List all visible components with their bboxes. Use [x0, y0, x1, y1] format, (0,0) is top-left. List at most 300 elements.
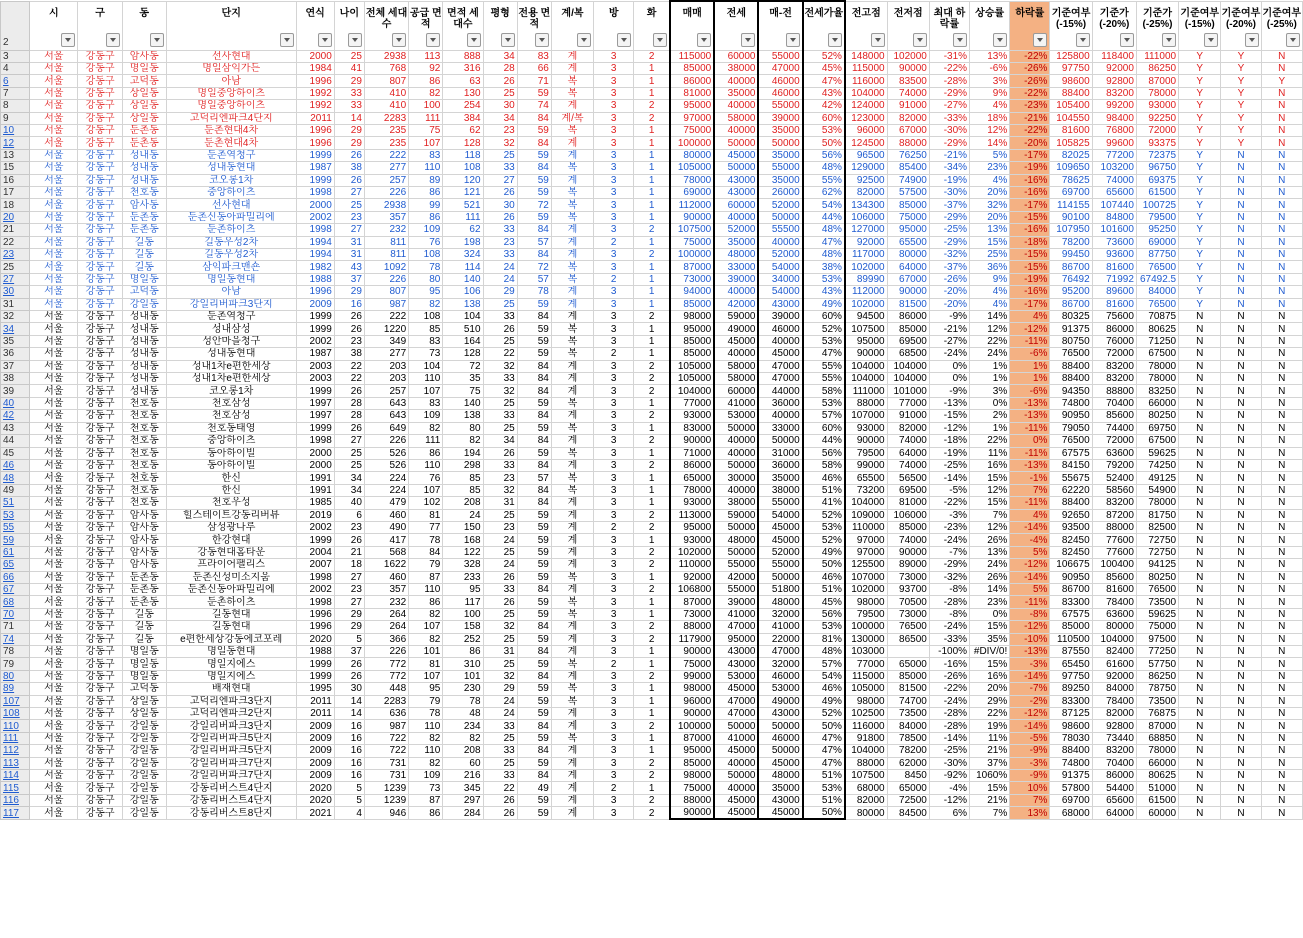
cell-drop[interactable]: -17% — [1010, 199, 1050, 211]
cell-high[interactable]: 107000 — [845, 410, 887, 422]
cell-total_hh[interactable]: 987 — [364, 298, 408, 310]
cell-chk20[interactable]: N — [1221, 435, 1261, 447]
cell-chk15[interactable]: N — [1179, 658, 1221, 670]
filter-dropdown-button[interactable] — [828, 33, 842, 47]
cell-base20[interactable]: 65600 — [1092, 794, 1136, 806]
cell-gu[interactable]: 강동구 — [78, 286, 122, 298]
cell-jeonse[interactable]: 39000 — [714, 596, 758, 608]
cell-base20[interactable]: 76000 — [1092, 335, 1136, 347]
filter-dropdown-button[interactable] — [1162, 33, 1176, 47]
cell-jeonse[interactable]: 48000 — [714, 249, 758, 261]
row-number[interactable]: 42 — [1, 410, 30, 422]
cell-total_hh[interactable]: 811 — [364, 249, 408, 261]
cell-maxdrop[interactable]: -25% — [929, 459, 969, 471]
cell-dong[interactable]: 성내동 — [122, 373, 166, 385]
cell-area_hh[interactable]: 108 — [443, 162, 483, 174]
cell-gu[interactable]: 강동구 — [78, 484, 122, 496]
cell-rise[interactable]: 22% — [970, 435, 1010, 447]
cell-gap[interactable]: 46000 — [758, 87, 802, 99]
cell-gap[interactable]: 45000 — [758, 521, 802, 533]
cell-gap[interactable]: 50000 — [758, 435, 802, 447]
cell-room[interactable]: 3 — [594, 373, 634, 385]
cell-chk25[interactable]: N — [1261, 87, 1302, 99]
cell-maxdrop[interactable]: 6% — [929, 807, 969, 820]
cell-chk20[interactable]: N — [1221, 174, 1261, 186]
cell-room[interactable]: 3 — [594, 497, 634, 509]
cell-base25[interactable]: 71250 — [1136, 335, 1178, 347]
cell-high[interactable]: 88000 — [845, 757, 887, 769]
cell-maxdrop[interactable]: -37% — [929, 199, 969, 211]
cell-dong[interactable]: 강일동 — [122, 298, 166, 310]
cell-room[interactable]: 2 — [594, 273, 634, 285]
cell-chk25[interactable]: Y — [1261, 75, 1302, 87]
cell-base15[interactable]: 93500 — [1050, 521, 1092, 533]
cell-chk15[interactable]: N — [1179, 534, 1221, 546]
cell-chk20[interactable]: N — [1221, 348, 1261, 360]
cell-base20[interactable]: 92000 — [1092, 62, 1136, 74]
cell-supply[interactable]: 104 — [409, 360, 443, 372]
cell-supply[interactable]: 111 — [409, 112, 443, 124]
cell-year[interactable]: 2000 — [296, 459, 334, 471]
cell-base15[interactable]: 55675 — [1050, 472, 1092, 484]
filter-dropdown-button[interactable] — [1245, 33, 1259, 47]
cell-maxdrop[interactable]: -24% — [929, 621, 969, 633]
cell-excl[interactable]: 59 — [517, 447, 551, 459]
cell-age[interactable]: 14 — [334, 112, 364, 124]
cell-sale[interactable]: 65000 — [670, 472, 714, 484]
cell-pyeong[interactable]: 31 — [483, 646, 517, 658]
cell-bath[interactable]: 1 — [634, 186, 670, 198]
cell-jeonse[interactable]: 43000 — [714, 658, 758, 670]
cell-drop[interactable]: -21% — [1010, 112, 1050, 124]
row-number[interactable]: 25 — [1, 261, 30, 273]
row-number[interactable]: 6 — [1, 75, 30, 87]
cell-stair[interactable]: 복 — [551, 683, 593, 695]
cell-gap[interactable]: 55000 — [758, 50, 802, 62]
cell-chk20[interactable]: N — [1221, 373, 1261, 385]
cell-jeonse[interactable]: 50000 — [714, 720, 758, 732]
cell-gap[interactable]: 55000 — [758, 162, 802, 174]
cell-maxdrop[interactable]: -22% — [929, 683, 969, 695]
cell-dong[interactable]: 둔촌동 — [122, 137, 166, 149]
cell-chk15[interactable]: N — [1179, 695, 1221, 707]
cell-base20[interactable]: 73600 — [1092, 236, 1136, 248]
cell-year[interactable]: 1994 — [296, 249, 334, 261]
cell-age[interactable]: 26 — [334, 422, 364, 434]
cell-base20[interactable]: 81600 — [1092, 298, 1136, 310]
cell-dong[interactable]: 천호동 — [122, 459, 166, 471]
cell-jeonse[interactable]: 40000 — [714, 447, 758, 459]
cell-pyeong[interactable]: 32 — [483, 670, 517, 682]
cell-high[interactable]: 79500 — [845, 608, 887, 620]
cell-area_hh[interactable]: 128 — [443, 137, 483, 149]
cell-bath[interactable]: 1 — [634, 124, 670, 136]
cell-jeonse[interactable]: 45000 — [714, 807, 758, 820]
cell-sale[interactable]: 75000 — [670, 782, 714, 794]
cell-maxdrop[interactable]: -12% — [929, 422, 969, 434]
cell-si[interactable]: 서울 — [30, 273, 78, 285]
cell-danji[interactable]: 강동리버스트4단지 — [166, 794, 296, 806]
cell-dong[interactable]: 강일동 — [122, 720, 166, 732]
cell-si[interactable]: 서울 — [30, 385, 78, 397]
cell-danji[interactable]: 중앙하이츠 — [166, 186, 296, 198]
cell-maxdrop[interactable]: -31% — [929, 50, 969, 62]
cell-gap[interactable]: 43000 — [758, 708, 802, 720]
cell-dong[interactable]: 암사동 — [122, 199, 166, 211]
cell-chk15[interactable]: N — [1179, 571, 1221, 583]
cell-jeonse[interactable]: 60000 — [714, 385, 758, 397]
cell-dong[interactable]: 고덕동 — [122, 286, 166, 298]
cell-ratio[interactable]: 50% — [803, 807, 845, 820]
cell-base25[interactable]: 78000 — [1136, 87, 1178, 99]
cell-drop[interactable]: -13% — [1010, 410, 1050, 422]
cell-sale[interactable]: 98000 — [670, 311, 714, 323]
cell-base20[interactable]: 80000 — [1092, 621, 1136, 633]
cell-chk15[interactable]: Y — [1179, 211, 1221, 223]
filter-dropdown-button[interactable] — [426, 33, 440, 47]
cell-base25[interactable]: 72750 — [1136, 546, 1178, 558]
cell-chk20[interactable]: N — [1221, 794, 1261, 806]
cell-maxdrop[interactable]: -29% — [929, 137, 969, 149]
cell-chk15[interactable]: N — [1179, 732, 1221, 744]
cell-dong[interactable]: 둔촌동 — [122, 211, 166, 223]
cell-year[interactable]: 2003 — [296, 373, 334, 385]
cell-year[interactable]: 2011 — [296, 112, 334, 124]
cell-dong[interactable]: 강일동 — [122, 732, 166, 744]
cell-low[interactable]: 80000 — [887, 249, 929, 261]
cell-low[interactable]: 81000 — [887, 497, 929, 509]
cell-gap[interactable]: 53000 — [758, 683, 802, 695]
cell-total_hh[interactable]: 257 — [364, 385, 408, 397]
cell-base25[interactable]: 73500 — [1136, 695, 1178, 707]
cell-pyeong[interactable]: 24 — [483, 261, 517, 273]
cell-rise[interactable]: 9% — [970, 87, 1010, 99]
cell-base20[interactable]: 73440 — [1092, 732, 1136, 744]
cell-ratio[interactable]: 58% — [803, 385, 845, 397]
cell-year[interactable]: 2002 — [296, 335, 334, 347]
row-number[interactable]: 43 — [1, 422, 30, 434]
cell-si[interactable]: 서울 — [30, 422, 78, 434]
cell-chk20[interactable]: N — [1221, 720, 1261, 732]
cell-chk20[interactable]: N — [1221, 447, 1261, 459]
cell-drop[interactable]: -19% — [1010, 273, 1050, 285]
cell-room[interactable]: 3 — [594, 695, 634, 707]
cell-drop[interactable]: -16% — [1010, 186, 1050, 198]
cell-base25[interactable]: 86250 — [1136, 62, 1178, 74]
cell-chk15[interactable]: Y — [1179, 236, 1221, 248]
cell-room[interactable]: 3 — [594, 261, 634, 273]
cell-base15[interactable]: 82025 — [1050, 149, 1092, 161]
cell-total_hh[interactable]: 257 — [364, 174, 408, 186]
filter-dropdown-button[interactable] — [697, 33, 711, 47]
cell-base25[interactable]: 77250 — [1136, 646, 1178, 658]
cell-low[interactable]: 101000 — [887, 385, 929, 397]
cell-pyeong[interactable]: 22 — [483, 348, 517, 360]
cell-total_hh[interactable]: 479 — [364, 497, 408, 509]
cell-stair[interactable]: 계 — [551, 224, 593, 236]
row-number[interactable]: 89 — [1, 683, 30, 695]
cell-chk15[interactable]: N — [1179, 720, 1221, 732]
cell-total_hh[interactable]: 410 — [364, 100, 408, 112]
cell-excl[interactable]: 49 — [517, 782, 551, 794]
cell-stair[interactable]: 복 — [551, 571, 593, 583]
cell-gu[interactable]: 강동구 — [78, 174, 122, 186]
cell-base25[interactable]: 97500 — [1136, 633, 1178, 645]
cell-supply[interactable]: 82 — [409, 633, 443, 645]
cell-bath[interactable]: 1 — [634, 708, 670, 720]
cell-excl[interactable]: 72 — [517, 199, 551, 211]
cell-supply[interactable]: 101 — [409, 646, 443, 658]
cell-ratio[interactable]: 51% — [803, 583, 845, 595]
cell-gap[interactable]: 54000 — [758, 286, 802, 298]
cell-chk25[interactable]: N — [1261, 509, 1302, 521]
cell-age[interactable]: 34 — [334, 484, 364, 496]
cell-year[interactable]: 1998 — [296, 186, 334, 198]
cell-area_hh[interactable]: 297 — [443, 794, 483, 806]
cell-year[interactable]: 1999 — [296, 311, 334, 323]
cell-low[interactable]: 69500 — [887, 335, 929, 347]
cell-sale[interactable]: 80000 — [670, 149, 714, 161]
cell-jeonse[interactable]: 35000 — [714, 87, 758, 99]
cell-gap[interactable]: 52000 — [758, 546, 802, 558]
cell-gu[interactable]: 강동구 — [78, 770, 122, 782]
cell-si[interactable]: 서울 — [30, 261, 78, 273]
cell-dong[interactable]: 천호동 — [122, 484, 166, 496]
cell-ratio[interactable]: 46% — [803, 472, 845, 484]
cell-supply[interactable]: 81 — [409, 658, 443, 670]
cell-drop[interactable]: -23% — [1010, 100, 1050, 112]
cell-gap[interactable]: 26000 — [758, 186, 802, 198]
cell-pyeong[interactable]: 26 — [483, 807, 517, 820]
cell-ratio[interactable]: 58% — [803, 459, 845, 471]
cell-high[interactable]: 90000 — [845, 435, 887, 447]
cell-high[interactable]: 93000 — [845, 422, 887, 434]
cell-room[interactable]: 3 — [594, 149, 634, 161]
cell-room[interactable]: 3 — [594, 112, 634, 124]
cell-dong[interactable]: 성내동 — [122, 335, 166, 347]
cell-chk20[interactable]: Y — [1221, 137, 1261, 149]
cell-chk25[interactable]: N — [1261, 459, 1302, 471]
cell-room[interactable]: 3 — [594, 633, 634, 645]
cell-ratio[interactable]: 53% — [803, 273, 845, 285]
cell-pyeong[interactable]: 33 — [483, 583, 517, 595]
cell-si[interactable]: 서울 — [30, 373, 78, 385]
cell-year[interactable]: 2004 — [296, 546, 334, 558]
cell-base25[interactable]: 68850 — [1136, 732, 1178, 744]
cell-rise[interactable]: 2% — [970, 410, 1010, 422]
cell-total_hh[interactable]: 987 — [364, 720, 408, 732]
cell-gap[interactable]: 48000 — [758, 770, 802, 782]
cell-sale[interactable]: 85000 — [670, 757, 714, 769]
cell-chk25[interactable]: N — [1261, 745, 1302, 757]
cell-supply[interactable]: 100 — [409, 100, 443, 112]
cell-pyeong[interactable]: 25 — [483, 397, 517, 409]
cell-danji[interactable]: 한신 — [166, 484, 296, 496]
cell-total_hh[interactable]: 2938 — [364, 50, 408, 62]
cell-age[interactable]: 26 — [334, 385, 364, 397]
cell-bath[interactable]: 1 — [634, 745, 670, 757]
cell-si[interactable]: 서울 — [30, 794, 78, 806]
cell-chk20[interactable]: N — [1221, 311, 1261, 323]
cell-excl[interactable]: 59 — [517, 87, 551, 99]
cell-bath[interactable]: 1 — [634, 261, 670, 273]
cell-base15[interactable]: 65450 — [1050, 658, 1092, 670]
cell-low[interactable]: 82000 — [887, 112, 929, 124]
cell-excl[interactable]: 84 — [517, 410, 551, 422]
cell-danji[interactable]: 코오롱1차 — [166, 174, 296, 186]
cell-high[interactable]: 92500 — [845, 174, 887, 186]
cell-base20[interactable]: 77200 — [1092, 149, 1136, 161]
cell-bath[interactable]: 1 — [634, 348, 670, 360]
cell-danji[interactable]: 둔촌신동아파밀리에 — [166, 211, 296, 223]
cell-high[interactable]: 106000 — [845, 211, 887, 223]
cell-rise[interactable]: 20% — [970, 211, 1010, 223]
cell-chk20[interactable]: N — [1221, 658, 1261, 670]
cell-si[interactable]: 서울 — [30, 149, 78, 161]
cell-stair[interactable]: 복 — [551, 348, 593, 360]
cell-base20[interactable]: 61600 — [1092, 658, 1136, 670]
cell-area_hh[interactable]: 208 — [443, 745, 483, 757]
cell-drop[interactable]: -13% — [1010, 646, 1050, 658]
cell-excl[interactable]: 59 — [517, 608, 551, 620]
cell-supply[interactable]: 86 — [409, 186, 443, 198]
cell-rise[interactable]: 1% — [970, 422, 1010, 434]
filter-dropdown-button[interactable] — [741, 33, 755, 47]
cell-area_hh[interactable]: 82 — [443, 435, 483, 447]
filter-dropdown-button[interactable] — [653, 33, 667, 47]
cell-low[interactable]: 91000 — [887, 410, 929, 422]
cell-base25[interactable]: 72750 — [1136, 534, 1178, 546]
cell-chk20[interactable]: N — [1221, 695, 1261, 707]
cell-total_hh[interactable]: 222 — [364, 149, 408, 161]
cell-base15[interactable]: 95200 — [1050, 286, 1092, 298]
cell-dong[interactable]: 고덕동 — [122, 683, 166, 695]
cell-base20[interactable]: 92800 — [1092, 75, 1136, 87]
cell-rise[interactable]: 32% — [970, 199, 1010, 211]
cell-year[interactable]: 1999 — [296, 422, 334, 434]
cell-excl[interactable]: 59 — [517, 323, 551, 335]
cell-base15[interactable]: 114155 — [1050, 199, 1092, 211]
cell-pyeong[interactable]: 23 — [483, 236, 517, 248]
cell-chk20[interactable]: N — [1221, 211, 1261, 223]
cell-ratio[interactable]: 53% — [803, 521, 845, 533]
cell-maxdrop[interactable]: -7% — [929, 546, 969, 558]
cell-excl[interactable]: 84 — [517, 162, 551, 174]
cell-low[interactable]: 64000 — [887, 261, 929, 273]
cell-jeonse[interactable]: 43000 — [714, 646, 758, 658]
cell-base15[interactable]: 90100 — [1050, 211, 1092, 223]
cell-total_hh[interactable]: 235 — [364, 137, 408, 149]
cell-rise[interactable]: 36% — [970, 261, 1010, 273]
cell-si[interactable]: 서울 — [30, 484, 78, 496]
cell-chk15[interactable]: Y — [1179, 87, 1221, 99]
cell-gap[interactable]: 48000 — [758, 596, 802, 608]
row-number[interactable]: 61 — [1, 546, 30, 558]
cell-high[interactable]: 103000 — [845, 646, 887, 658]
cell-base20[interactable]: 77600 — [1092, 546, 1136, 558]
cell-danji[interactable]: 둔촌하이츠 — [166, 596, 296, 608]
row-number[interactable]: 34 — [1, 323, 30, 335]
cell-base20[interactable]: 74400 — [1092, 422, 1136, 434]
cell-gu[interactable]: 강동구 — [78, 273, 122, 285]
cell-high[interactable]: 148000 — [845, 50, 887, 62]
cell-ratio[interactable]: 55% — [803, 360, 845, 372]
cell-excl[interactable]: 84 — [517, 583, 551, 595]
cell-base25[interactable]: 59625 — [1136, 608, 1178, 620]
cell-excl[interactable]: 59 — [517, 683, 551, 695]
cell-room[interactable]: 3 — [594, 124, 634, 136]
cell-jeonse[interactable]: 40000 — [714, 124, 758, 136]
cell-bath[interactable]: 1 — [634, 646, 670, 658]
cell-maxdrop[interactable]: -27% — [929, 100, 969, 112]
cell-supply[interactable]: 82 — [409, 298, 443, 310]
cell-gu[interactable]: 강동구 — [78, 720, 122, 732]
cell-gu[interactable]: 강동구 — [78, 633, 122, 645]
cell-base25[interactable]: 61500 — [1136, 186, 1178, 198]
cell-maxdrop[interactable]: -14% — [929, 472, 969, 484]
cell-high[interactable]: 68000 — [845, 782, 887, 794]
cell-year[interactable]: 1996 — [296, 608, 334, 620]
cell-gu[interactable]: 강동구 — [78, 459, 122, 471]
row-number[interactable]: 46 — [1, 459, 30, 471]
cell-room[interactable]: 3 — [594, 745, 634, 757]
cell-gap[interactable]: 47000 — [758, 646, 802, 658]
cell-total_hh[interactable]: 357 — [364, 211, 408, 223]
cell-bath[interactable]: 1 — [634, 211, 670, 223]
cell-danji[interactable]: 둔촌현대4차 — [166, 124, 296, 136]
cell-base20[interactable]: 71992 — [1092, 273, 1136, 285]
cell-dong[interactable]: 길동 — [122, 249, 166, 261]
cell-area_hh[interactable]: 120 — [443, 174, 483, 186]
cell-jeonse[interactable]: 48000 — [714, 534, 758, 546]
cell-dong[interactable]: 고덕동 — [122, 75, 166, 87]
cell-year[interactable]: 1999 — [296, 323, 334, 335]
cell-room[interactable]: 3 — [594, 385, 634, 397]
cell-base15[interactable]: 80750 — [1050, 335, 1092, 347]
cell-total_hh[interactable]: 226 — [364, 273, 408, 285]
cell-excl[interactable]: 84 — [517, 484, 551, 496]
cell-total_hh[interactable]: 946 — [364, 807, 408, 820]
cell-total_hh[interactable]: 224 — [364, 472, 408, 484]
cell-chk25[interactable]: N — [1261, 397, 1302, 409]
cell-bath[interactable]: 1 — [634, 534, 670, 546]
cell-rise[interactable]: 12% — [970, 521, 1010, 533]
row-number[interactable]: 78 — [1, 646, 30, 658]
cell-supply[interactable]: 78 — [409, 261, 443, 273]
cell-gu[interactable]: 강동구 — [78, 137, 122, 149]
cell-maxdrop[interactable]: -3% — [929, 509, 969, 521]
cell-high[interactable]: 125500 — [845, 559, 887, 571]
row-number[interactable]: 31 — [1, 298, 30, 310]
cell-dong[interactable]: 둔촌동 — [122, 571, 166, 583]
cell-stair[interactable]: 계 — [551, 236, 593, 248]
cell-supply[interactable]: 77 — [409, 521, 443, 533]
cell-excl[interactable]: 59 — [517, 559, 551, 571]
cell-danji[interactable]: 성내동현대 — [166, 348, 296, 360]
cell-base15[interactable]: 104550 — [1050, 112, 1092, 124]
row-number[interactable]: 112 — [1, 745, 30, 757]
cell-sale[interactable]: 104000 — [670, 385, 714, 397]
cell-chk25[interactable]: N — [1261, 162, 1302, 174]
cell-excl[interactable]: 59 — [517, 708, 551, 720]
cell-ratio[interactable]: 38% — [803, 261, 845, 273]
cell-maxdrop[interactable]: -18% — [929, 435, 969, 447]
cell-dong[interactable]: 강일동 — [122, 807, 166, 820]
cell-high[interactable]: 96500 — [845, 149, 887, 161]
cell-base20[interactable]: 64000 — [1092, 807, 1136, 820]
cell-high[interactable]: 91800 — [845, 732, 887, 744]
cell-excl[interactable]: 84 — [517, 137, 551, 149]
